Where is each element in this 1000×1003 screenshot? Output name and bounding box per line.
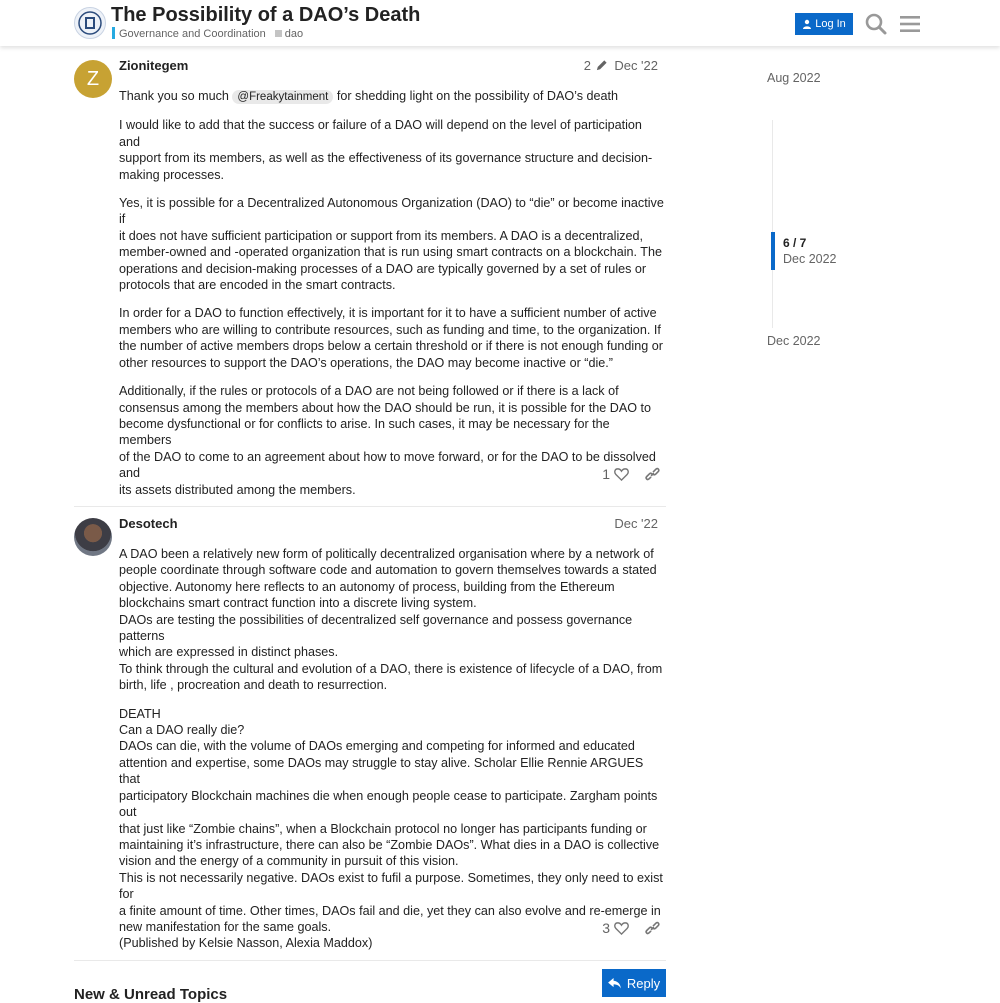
text-line: members who are willing to contribute resources, such as funding and time, to the organization. If: [119, 322, 661, 337]
text-line: In order for a DAO to function effectively, it is important for it to have a sufficient number of active: [119, 306, 657, 321]
timeline-end-date[interactable]: Dec 2022: [767, 334, 821, 348]
text-line: new manifestation for the same goals.: [119, 919, 332, 934]
text-line: it does not have sufficient participation or support from its members. A DAO is a decentralized,: [119, 228, 644, 243]
text-line: making processes.: [119, 167, 224, 182]
text-line: the number of active members drops below a certain threshold or if there is not enough funding or: [119, 339, 663, 354]
text-line: (Published by Kelsie Nasson, Alexia Maddox): [119, 936, 373, 951]
text-line: other resources to support the DAO’s operations, the DAO may become inactive or “die.”: [119, 355, 613, 370]
text-line: objective. Autonomy here reflects to an autonomy of process, building from the Ethereum: [119, 579, 615, 594]
post-body: [119, 546, 664, 964]
site-header: [0, 0, 1000, 46]
text-line: of the DAO to come to an agreement about how to move forward, or for the DAO to be dissolved and: [119, 449, 656, 481]
text-line: Yes, it is possible for a Decentralized Autonomous Organization (DAO) to “die” or become inactive if: [119, 196, 664, 227]
post-divider: [74, 506, 666, 507]
post-paragraph: [119, 546, 664, 694]
text-line: A DAO been a relatively new form of politically decentralized organisation where by a network of: [119, 547, 654, 561]
timeline-handle[interactable]: [771, 232, 775, 270]
like-button[interactable]: [602, 920, 629, 936]
username[interactable]: Desotech: [119, 516, 178, 531]
post-paragraph: [119, 305, 664, 371]
timeline-scrollbar[interactable]: [772, 120, 773, 328]
heart-icon: [614, 921, 629, 935]
timeline-start-date[interactable]: Aug 2022: [767, 71, 821, 85]
text-line: Additionally, if the rules or protocols of a DAO are not being followed or if there is a lack of: [119, 384, 619, 399]
hamburger-menu-icon[interactable]: [898, 12, 922, 36]
site-logo[interactable]: [74, 7, 106, 39]
topic-title[interactable]: The Possibility of a DAO’s Death: [111, 4, 421, 26]
text-line: consensus among the members about how the DAO should be run, it is possible for the DAO to: [119, 400, 652, 415]
edit-history-button[interactable]: [584, 58, 608, 73]
text-line: that just like “Zombie chains”, when a Blockchain protocol no longer has participants funding or: [119, 821, 647, 836]
post-paragraph: [119, 88, 664, 105]
text-line: blockchains smart contract function into a discrete living system.: [119, 596, 477, 611]
text-line: maintaining it’s infrastructure, there can also be “Zombie DAOs”. What dies in a DAO is collective: [119, 837, 660, 852]
login-label: Log In: [815, 18, 846, 30]
search-icon[interactable]: [864, 12, 888, 36]
reply-label: Reply: [626, 975, 661, 991]
text-line: Can a DAO really die?: [119, 723, 245, 738]
like-count: 1: [602, 466, 610, 482]
post-actions: [602, 920, 660, 936]
text-line: DAOs can die, with the volume of DAOs emerging and competing for informed and educated: [119, 739, 635, 754]
text-line: birth, life , procreation and death to resurrection.: [119, 678, 388, 693]
text-line: a finite amount of time. Other times, DAOs fail and die, yet they can also evolve and re-emerge in: [119, 903, 661, 918]
text-line: DAOs are testing the possibilities of decentralized self governance and possess governance patterns: [119, 612, 633, 644]
avatar[interactable]: Z: [74, 60, 112, 98]
post-actions: [602, 466, 660, 482]
heart-icon: [614, 467, 629, 481]
text-line: participatory Blockchain machines die when enough people cease to participate. Zargham points out: [119, 788, 658, 820]
category-link[interactable]: Governance and Coordination: [119, 28, 266, 40]
text-line: operations and decision-making processes of a DAO are typically governed by a set of rules or: [119, 261, 647, 276]
like-count: 3: [602, 920, 610, 936]
reply-button[interactable]: [602, 969, 666, 997]
text-line: people coordinate through software code and automation to govern themselves towards a stated: [119, 563, 657, 578]
post-date[interactable]: Dec '22: [614, 516, 658, 531]
edit-count: 2: [583, 58, 591, 73]
post-divider: [74, 960, 666, 961]
text-line: which are expressed in distinct phases.: [119, 645, 339, 660]
login-button[interactable]: [795, 13, 853, 35]
post-paragraph: [119, 706, 664, 952]
post-paragraph: [119, 195, 664, 293]
username[interactable]: Zionitegem: [119, 58, 189, 73]
post-date[interactable]: Dec '22: [614, 58, 658, 73]
topic-breadcrumb: [112, 27, 303, 40]
post-body: [119, 88, 664, 510]
share-link-icon[interactable]: [645, 921, 660, 936]
text: for shedding light on the possibility of DAO’s death: [336, 89, 619, 103]
timeline-position-date: Dec 2022: [783, 252, 837, 266]
text-line: attention and expertise, some DAOs may struggle to stay alive. Scholar Ellie Rennie ARGUES that: [119, 755, 644, 787]
pencil-icon: [595, 59, 608, 72]
text-line: DEATH: [119, 706, 161, 721]
avatar[interactable]: [74, 518, 112, 556]
post-zionitegem: [74, 58, 666, 498]
post-desotech: [74, 516, 666, 956]
text-line: member-owned and -operated organization that is run using smart contracts on a blockchain. The: [119, 245, 662, 260]
share-link-icon[interactable]: [645, 467, 660, 482]
tag-icon: [275, 30, 282, 37]
text-line: become dysfunctional or for conflicts to arise. In such cases, it may be necessary for the members: [119, 416, 610, 448]
text-line: This is not necessarily negative. DAOs exist to fufil a purpose. Sometimes, they only need to exist for: [119, 870, 663, 902]
text-line: To think through the cultural and evolution of a DAO, there is existence of lifecycle of a DAO, from: [119, 661, 663, 676]
user-mention[interactable]: @Freakytainment: [232, 90, 333, 104]
text-line: its assets distributed among the members.: [119, 482, 356, 497]
person-icon: [802, 19, 812, 29]
timeline-position: 6 / 7: [783, 236, 807, 250]
text: Thank you so much: [119, 89, 229, 103]
post-paragraph: [119, 383, 664, 498]
like-button[interactable]: [602, 466, 629, 482]
tag-link[interactable]: dao: [284, 28, 304, 40]
text-line: protocols that are encoded in the smart contracts.: [119, 278, 396, 293]
new-unread-topics-heading: New & Unread Topics: [74, 986, 228, 1003]
text-line: support from its members, as well as the effectiveness of its governance structure and decision-: [119, 151, 653, 166]
text-line: I would like to add that the success or failure of a DAO will depend on the level of participation and: [119, 118, 642, 149]
text-line: vision and the energy of a community in pursuit of this vision.: [119, 854, 459, 869]
post-paragraph: [119, 117, 664, 183]
reply-arrow-icon: [608, 978, 621, 989]
logo-emblem-icon: [75, 8, 105, 38]
category-color-bar: [112, 27, 115, 39]
